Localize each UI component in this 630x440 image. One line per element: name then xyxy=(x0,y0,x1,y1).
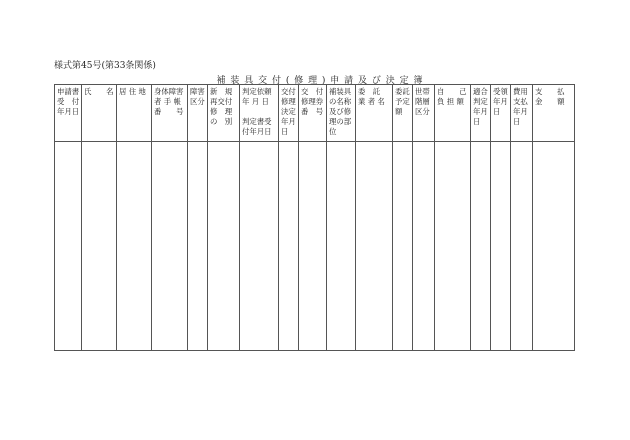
col-address: 居 住 地 xyxy=(117,85,152,142)
col-contract-amount: 委託 予定 額 xyxy=(393,85,413,142)
cell-self-pay[interactable] xyxy=(435,142,471,351)
cell-payment-date[interactable] xyxy=(511,142,533,351)
ledger-table xyxy=(54,84,575,351)
cell-receipt-date[interactable] xyxy=(491,142,511,351)
col-application-date: 申請書 受 付 年月日 xyxy=(55,85,82,142)
col-device-name: 補装具 の名称 及び修 理の部 位 xyxy=(327,85,356,142)
cell-application-date[interactable] xyxy=(55,142,82,351)
col-payment-amount: 支 払 金 額 xyxy=(533,85,575,142)
col-household-class: 世帯 階層 区分 xyxy=(413,85,435,142)
cell-contractor-name[interactable] xyxy=(356,142,393,351)
col-decision-date: 交付 修理 決定 年月 日 xyxy=(279,85,299,142)
header-row xyxy=(55,85,575,142)
form-number: 様式第45号(第33条関係) xyxy=(54,61,156,71)
cell-payment-amount[interactable] xyxy=(533,142,575,351)
col-new-reissue-repair: 新 規 再交付 修 理 の 別 xyxy=(208,85,240,142)
cell-name[interactable] xyxy=(82,142,117,351)
col-eligibility-date: 適合 判定 年月 日 xyxy=(471,85,491,142)
cell-new-reissue-repair[interactable] xyxy=(208,142,240,351)
cell-voucher-number[interactable] xyxy=(299,142,327,351)
cell-household-class[interactable] xyxy=(413,142,435,351)
col-receipt-date: 受領 年月 日 xyxy=(491,85,511,142)
col-disability-class: 障害 区分 xyxy=(188,85,208,142)
cell-eligibility-date[interactable] xyxy=(471,142,491,351)
col-payment-date: 費用 支払 年月 日 xyxy=(511,85,533,142)
cell-address[interactable] xyxy=(117,142,152,351)
cell-disability-class[interactable] xyxy=(188,142,208,351)
cell-decision-date[interactable] xyxy=(279,142,299,351)
cell-handbook-number[interactable] xyxy=(152,142,188,351)
col-contractor-name: 委 託 業 者 名 xyxy=(356,85,393,142)
col-name: 氏 名 xyxy=(82,85,117,142)
col-judgment-dates: 判定依頼 年 月 日 判定書受 付年月日 xyxy=(240,85,279,142)
document-title: 補 装 具 交 付 ( 修 理 ) 申 請 及 び 決 定 簿 xyxy=(216,76,424,86)
cell-contract-amount[interactable] xyxy=(393,142,413,351)
table-row xyxy=(55,142,575,351)
col-handbook-number: 身体障害 者 手 帳 番 号 xyxy=(152,85,188,142)
col-voucher-number: 交 付 修理券 番 号 xyxy=(299,85,327,142)
cell-judgment-dates[interactable] xyxy=(240,142,279,351)
col-self-pay: 自 己 負 担 額 xyxy=(435,85,471,142)
cell-device-name[interactable] xyxy=(327,142,356,351)
